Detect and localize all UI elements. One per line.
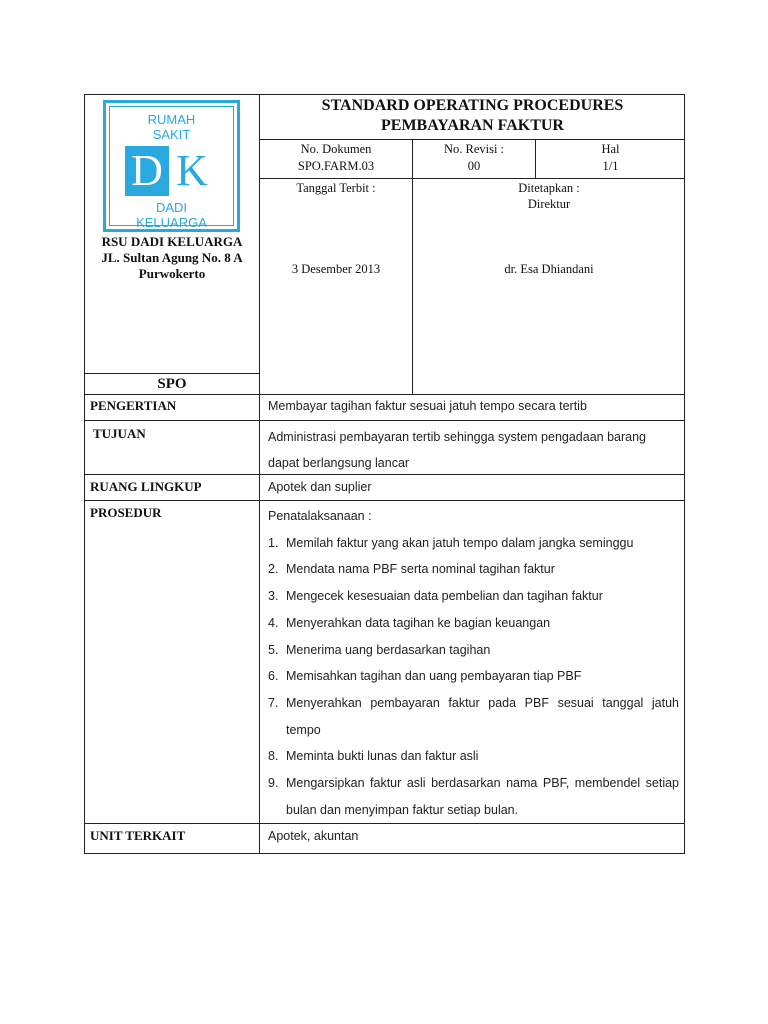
step-text: Menyerahkan data tagihan ke bagian keuangan <box>286 615 551 630</box>
logo-dadi: DADI <box>155 200 188 215</box>
hospital-name: RSU DADI KELUARGA <box>101 234 243 249</box>
pengertian-label: PENGERTIAN <box>90 398 177 413</box>
step-text: Meminta bukti lunas dan faktur asli <box>286 749 479 764</box>
divider <box>84 420 685 421</box>
ditetapkan-role: Direktur <box>527 197 571 211</box>
no-revisi-value: 00 <box>467 159 481 173</box>
no-revisi-cell <box>413 141 535 175</box>
tujuan-label: TUJUAN <box>93 426 146 441</box>
tujuan-line-2: dapat berlangsung lancar <box>268 456 410 470</box>
step-text: Menerima uang berdasarkan tagihan <box>286 642 491 657</box>
step-number: 2. <box>268 562 279 577</box>
list-item <box>268 610 679 637</box>
unit-terkait-label: UNIT TERKAIT <box>90 828 186 843</box>
hal-value: 1/1 <box>602 159 619 173</box>
hal-cell <box>536 141 685 175</box>
ditetapkan-label: Ditetapkan : <box>518 181 580 195</box>
logo-inner-border <box>109 106 234 230</box>
step-number: 9. <box>268 776 279 791</box>
divider <box>259 139 685 140</box>
tanggal-terbit-label: Tanggal Terbit : <box>296 181 376 195</box>
hospital-city: Purwokerto <box>138 266 206 281</box>
divider <box>84 373 260 374</box>
logo-letter-k: K <box>176 146 208 195</box>
title-line-2: PEMBAYARAN FAKTUR <box>381 117 564 134</box>
step-number: 6. <box>268 669 279 684</box>
spo-label: SPO <box>157 376 187 392</box>
hal-label: Hal <box>601 142 620 156</box>
logo-sakit: SAKIT <box>152 127 191 142</box>
no-dokumen-value: SPO.FARM.03 <box>297 159 375 173</box>
hospital-address: JL. Sultan Agung No. 8 A <box>101 250 243 265</box>
step-number: 4. <box>268 615 279 630</box>
step-number: 3. <box>268 589 279 604</box>
no-revisi-label: No. Revisi : <box>443 142 505 156</box>
step-number: 8. <box>268 749 279 764</box>
document-title <box>260 96 685 136</box>
ditetapkan-name: dr. Esa Dhiandani <box>504 262 594 276</box>
ruang-lingkup-text: Apotek dan suplier <box>268 480 372 494</box>
step-text: Memilah faktur yang akan jatuh tempo dalam jangka seminggu <box>286 535 634 550</box>
prosedur-steps <box>268 530 679 824</box>
prosedur-content <box>268 503 679 823</box>
pengertian-text: Membayar tagihan faktur sesuai jatuh tempo secara tertib <box>268 399 587 413</box>
divider <box>259 178 685 179</box>
list-item <box>268 743 679 770</box>
no-dokumen-label: No. Dokumen <box>300 142 372 156</box>
title-line-1: STANDARD OPERATING PROCEDURES <box>321 97 624 114</box>
tujuan-line-1: Administrasi pembayaran tertib sehingga system pengadaan barang <box>268 430 647 444</box>
step-text: Menyerahkan pembayaran faktur pada PBF sesuai tanggal jatuh tempo <box>286 695 679 737</box>
ruang-lingkup-label: RUANG LINGKUP <box>90 479 202 494</box>
step-text: Mendata nama PBF serta nominal tagihan faktur <box>286 562 555 577</box>
logo-letter-d: D <box>125 146 169 196</box>
list-item <box>268 690 679 743</box>
tujuan-text <box>268 424 680 476</box>
logo-rumah: RUMAH <box>147 112 196 127</box>
list-item <box>268 556 679 583</box>
list-item <box>268 770 679 823</box>
no-dokumen-cell <box>260 141 412 175</box>
step-number: 1. <box>268 535 279 550</box>
hospital-logo <box>103 100 240 232</box>
logo-keluarga: KELUARGA <box>136 215 207 230</box>
unit-terkait-text: Apotek, akuntan <box>268 829 359 843</box>
step-text: Memisahkan tagihan dan uang pembayaran tiap PBF <box>286 669 582 684</box>
divider <box>84 394 685 395</box>
step-number: 5. <box>268 642 279 657</box>
step-number: 7. <box>268 695 279 710</box>
tanggal-terbit-value: 3 Desember 2013 <box>291 262 381 276</box>
sop-document <box>84 94 685 854</box>
list-item <box>268 583 679 610</box>
divider <box>84 500 685 501</box>
list-item <box>268 637 679 664</box>
step-text: Mengecek kesesuaian data pembelian dan tagihan faktur <box>286 589 603 604</box>
hospital-identity <box>84 234 260 282</box>
prosedur-label: PROSEDUR <box>90 505 162 520</box>
prosedur-intro: Penatalaksanaan : <box>268 509 372 523</box>
logo-bottom-text <box>110 200 233 230</box>
list-item <box>268 663 679 690</box>
divider <box>259 394 260 854</box>
step-text: Mengarsipkan faktur asli berdasarkan nama PBF, membendel setiap bulan dan menyimpan faktur setiap bulan. <box>286 776 679 817</box>
logo-top-text <box>110 112 233 142</box>
list-item <box>268 530 679 557</box>
